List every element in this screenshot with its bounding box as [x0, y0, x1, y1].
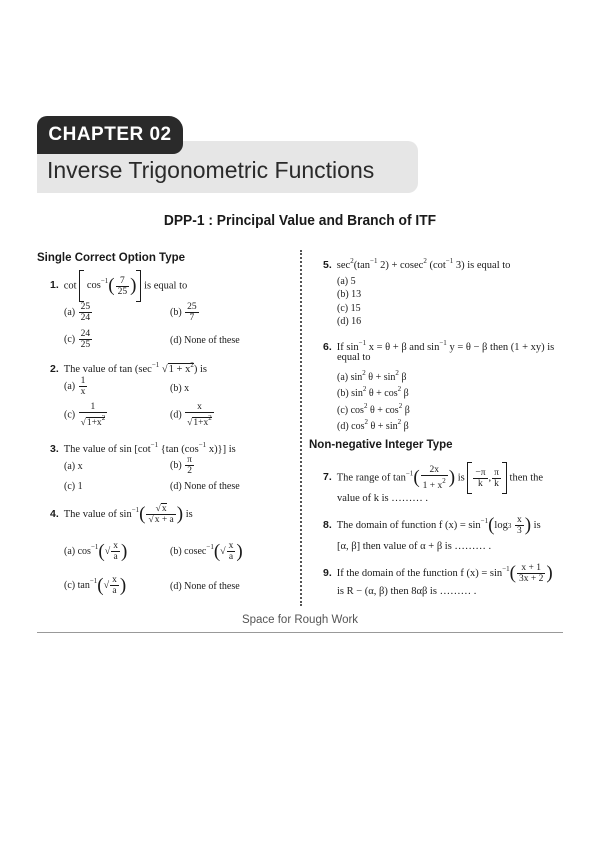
q4-option-b: (b) cosec$^{-1}$(√ $\frac{x}{a}$ )	[170, 541, 243, 563]
q5-option-a: (a) 5	[337, 276, 356, 287]
column-divider	[300, 250, 302, 606]
q4-option-d: (d) None of these	[170, 581, 240, 592]
q1-option-d: (d) None of these	[170, 335, 240, 346]
q3-option-c: (c) 1	[64, 481, 83, 492]
section-heading-single-correct: Single Correct Option Type	[37, 252, 186, 264]
question-2: 2. The value of $\tan (\sec^{-1}$ $√1 + x^2$) is	[50, 361, 207, 375]
q9-line-2: is R − (α, β) then 8αβ is ……… .	[337, 586, 477, 597]
q5-option-d: (d) 16	[337, 316, 362, 327]
question-8: 8. The domain of function f $(x) = \sin^{-1}(\log 3$ $\frac{x}{3}$ ) is	[323, 514, 541, 537]
q8-line-2: [α, β] then value of α + β is ……… .	[337, 541, 492, 552]
q6-option-a: (a) $\sin^2 \theta + \sin^2 \beta$	[337, 369, 407, 383]
question-7: 7. The range of $\tan^{-1}$( $\frac{2x}{1 + x^2}$ ) is $\frac{-\pi}{k}$ , $\frac{\pi}{k}$ then the	[323, 462, 543, 494]
q6-option-d: (d) $\cos^2 \theta + \sin^2 \beta$	[337, 418, 409, 432]
q2-option-b: (b) x	[170, 383, 190, 394]
question-4: 4. The value of $\sin^{-1}$( $\frac{√x}{√x + a}$ ) is	[50, 503, 193, 526]
question-1: 1. $\cot \cos^{-1}$( $\frac{7}{25}$ ) is equal to	[50, 270, 187, 302]
question-9: 9. If the domain of the function f $(x) = \sin^{-1}$( $\frac{x + 1}{3x + 2}$ )	[323, 562, 553, 585]
question-3: 3. The value of $\sin [\cot^{-1}$ {tan ($\cos^{-1}$ x)}] is	[50, 441, 236, 455]
dpp-title: DPP-1 : Principal Value and Branch of ITF	[163, 212, 437, 229]
q3-option-a: (a) x	[64, 461, 83, 472]
q4-option-c: (c) $\tan^{-1}(√$ $\frac{x}{a}$ )	[64, 575, 127, 597]
q5-option-c: (c) 15	[337, 303, 361, 314]
q6-option-b: (b) $\sin^2 \theta + \cos^2 \beta$	[337, 385, 409, 399]
q2-option-a: (a) $\frac{1}{x}$	[64, 376, 86, 397]
q2-option-d: (d) $\frac{x}{√1+x^2}$	[170, 402, 212, 428]
q4-option-a: (a) $\cos^{-1}(√$ $\frac{x}{a}$ )	[64, 541, 128, 563]
question-5: 5. $\sec^2(\tan^{-1}$ 2) + cosec$^2$ ($\cot^{-1}$ 3) is equal to	[323, 257, 511, 271]
q5-option-b: (b) 13	[337, 289, 362, 300]
chapter-label: CHAPTER 02	[37, 116, 183, 154]
q1-option-a: (a) $\frac{25}{24}$	[64, 302, 91, 323]
q3-option-d: (d) None of these	[170, 481, 240, 492]
q3-option-b: (b) $\frac{\pi}{2}$	[170, 455, 192, 476]
q2-option-c: (c) $\frac{1}{√1+x^2}$	[64, 402, 106, 428]
rough-work-label: Space for Rough Work	[241, 614, 359, 626]
section-heading-non-negative: Non-negative Integer Type	[309, 439, 453, 451]
footer-rule	[37, 632, 563, 633]
q6-line-2: equal to	[337, 352, 371, 363]
q1-option-b: (b) $\frac{25}{7}$	[170, 302, 197, 323]
q1-option-c: (c) $\frac{24}{25}$	[64, 329, 91, 350]
question-6: 6. If $\sin^{-1} x = \theta + \beta$ and $\sin^{-1} y = \theta - \beta$ then (1 + xy) is	[323, 339, 555, 353]
q7-line-2: value of k is ……… .	[337, 493, 428, 504]
q6-option-c: (c) $\cos^2 \theta + \cos^2 \beta$	[337, 402, 410, 416]
chapter-title: Inverse Trigonometric Functions	[47, 157, 375, 183]
